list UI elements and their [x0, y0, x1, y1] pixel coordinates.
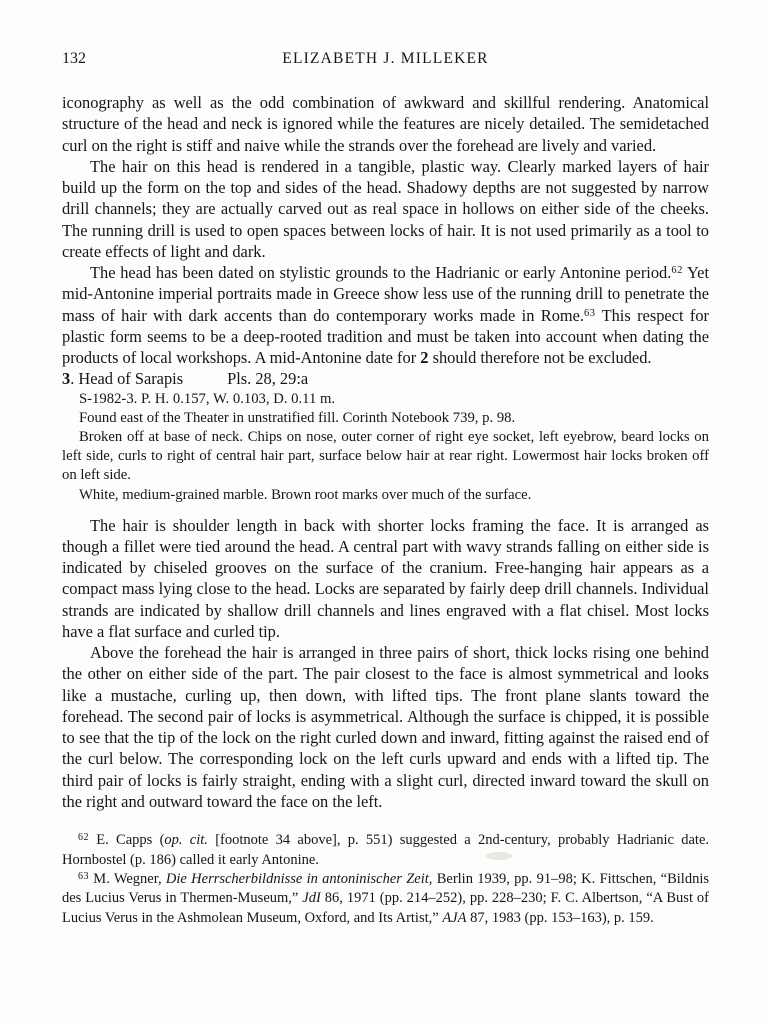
scan-smudge-artifact — [486, 852, 512, 860]
catalogue-number-2-reference: 2 — [420, 348, 429, 367]
footnote-63-text-b: , Berlin 1939, pp. 91–98; K. Fittschen, “Bildnis des Lucius Verus in Thermen-Museum,” — [62, 871, 710, 907]
footnotes-block — [62, 831, 709, 928]
entry-material: White, medium-grained marble. Brown root marks over much of the surface. — [79, 486, 532, 503]
footnote-63-text-a: M. Wegner, — [89, 871, 166, 888]
paragraph-dating — [62, 262, 709, 368]
entry-provenance: Found east of the Theater in unstratified fill. Corinth Notebook 739, p. 98. — [79, 409, 516, 426]
paragraph-dating-text-b: Yet mid-Antonine imperial portraits made in Greece show less use of the running drill to penetrate the mass of hair with dark accents than do contemporary works made in Rome. — [62, 263, 709, 325]
entry-inventory-dimensions: S-1982-3. P. H. 0.157, W. 0.103, D. 0.11 m. — [79, 390, 336, 407]
paragraph-dating-text-a: The head has been dated on stylistic grounds to the Hadrianic or early Antonine period. — [90, 263, 672, 282]
footnote-63 — [62, 870, 709, 928]
footnote-63-number: 63 — [78, 871, 89, 883]
article-body — [62, 92, 709, 812]
footnote-63-italic-aja: AJA — [442, 909, 467, 926]
running-header — [62, 50, 709, 70]
running-head-author: ELIZABETH J. MILLEKER — [282, 50, 489, 67]
catalogue-entry-heading — [62, 368, 709, 389]
footnote-62 — [62, 831, 709, 870]
entry-title: . Head of Sarapis — [70, 369, 184, 389]
entry-plate-references: Pls. 28, 29:a — [227, 369, 309, 389]
footnote-62-text-a: E. Capps ( — [89, 832, 165, 849]
footnote-63-italic-book-title: Die Herrscherbildnisse in antoninischer Zeit — [165, 871, 429, 888]
paragraph-continuation: iconography as well as the odd combination of awkward and skillful rendering. Anatomical structure of the head and neck is ignored while the features are nicely detailed. The semidetached curl on the right is stiff and naive while the strands over the forehead are lively and varied. — [62, 93, 709, 155]
footnote-63-text-d: 87, 1983 (pp. 153–163), p. 159. — [466, 909, 654, 926]
footnote-62-number: 62 — [78, 832, 89, 844]
entry-condition: Broken off at base of neck. Chips on nose, outer corner of right eye socket, left eyebrow, beard locks on left side, curls to right of central hair part, surface below hair at rear right. Lowermost hair locks broken off on left side. — [62, 428, 709, 484]
footnote-62-italic-opcit: op. cit. — [164, 832, 208, 849]
paragraph-forehead-locks: Above the forehead the hair is arranged in three pairs of short, thick locks rising one behind the other on either side of the part. The pair closest to the face is almost symmetrical and looks like a mustache, curling up, then down, with lifted tips. The front plane slants toward the forehead. The second pair of locks is asymmetrical. Although the surface is chipped, it is possible to see that the tip of the lock on the right curled down and inward, fitting against the raised end of the curl below. The corresponding lock on the left curls upward and ends with a lifted tip. The third pair of locks is fairly straight, ending with a slight curl, directed inward toward the skull on the right and outward toward the face on the left. — [62, 643, 709, 811]
footnote-ref-62: 62 — [671, 265, 683, 276]
paragraph-dating-text-c: This respect for plastic form seems to be a deep-rooted tradition and must be taken into account when dating the products of local workshops. A mid-Antonine date for — [62, 305, 709, 367]
catalogue-entry-details — [62, 390, 709, 505]
footnote-ref-63: 63 — [584, 307, 596, 319]
entry-number: 3 — [62, 369, 71, 389]
footnote-63-text-c: 86, 1971 (pp. 214–252), pp. 228–230; F. C. Albertson, “A Bust of Lucius Verus in the Ashmolean Museum, Oxford, and Its Artist,” — [62, 890, 709, 926]
page-number: 132 — [62, 50, 86, 67]
footnote-63-italic-jdi: JdI — [302, 890, 321, 907]
paragraph-hair-description: The hair is shoulder length in back with shorter locks framing the face. It is arranged as though a fillet were tied around the head. A central part with wavy strands falling on either side is indicated by chiseled grooves on the surface of the cranium. Free-hanging hair appears as a compact mass lying close to the head. Locks are separated by fairly deep drill channels. Individual strands are indicated by shallow drill channels and lines engraved with a flat chisel. Most locks have a flat surface and curled tip. — [62, 515, 709, 641]
footnote-62-text-b: [footnote 34 above], p. 551) suggested a 2nd-century, probably Hadrianic date. Hornbostel (p. 186) called it early Antonine. — [62, 832, 710, 868]
paragraph-dating-text-d: should therefore not be excluded. — [428, 348, 652, 367]
paragraph-hair-rendering: The hair on this head is rendered in a tangible, plastic way. Clearly marked layers of hair build up the form on the top and sides of the head. Shadowy depths are not suggested by narrow drill channels; they are actually carved out as real space in hollows on either side of the cheeks. The running drill is used to open spaces between locks of hair. It is not used primarily as a tool to create effects of light and dark. — [62, 156, 709, 261]
